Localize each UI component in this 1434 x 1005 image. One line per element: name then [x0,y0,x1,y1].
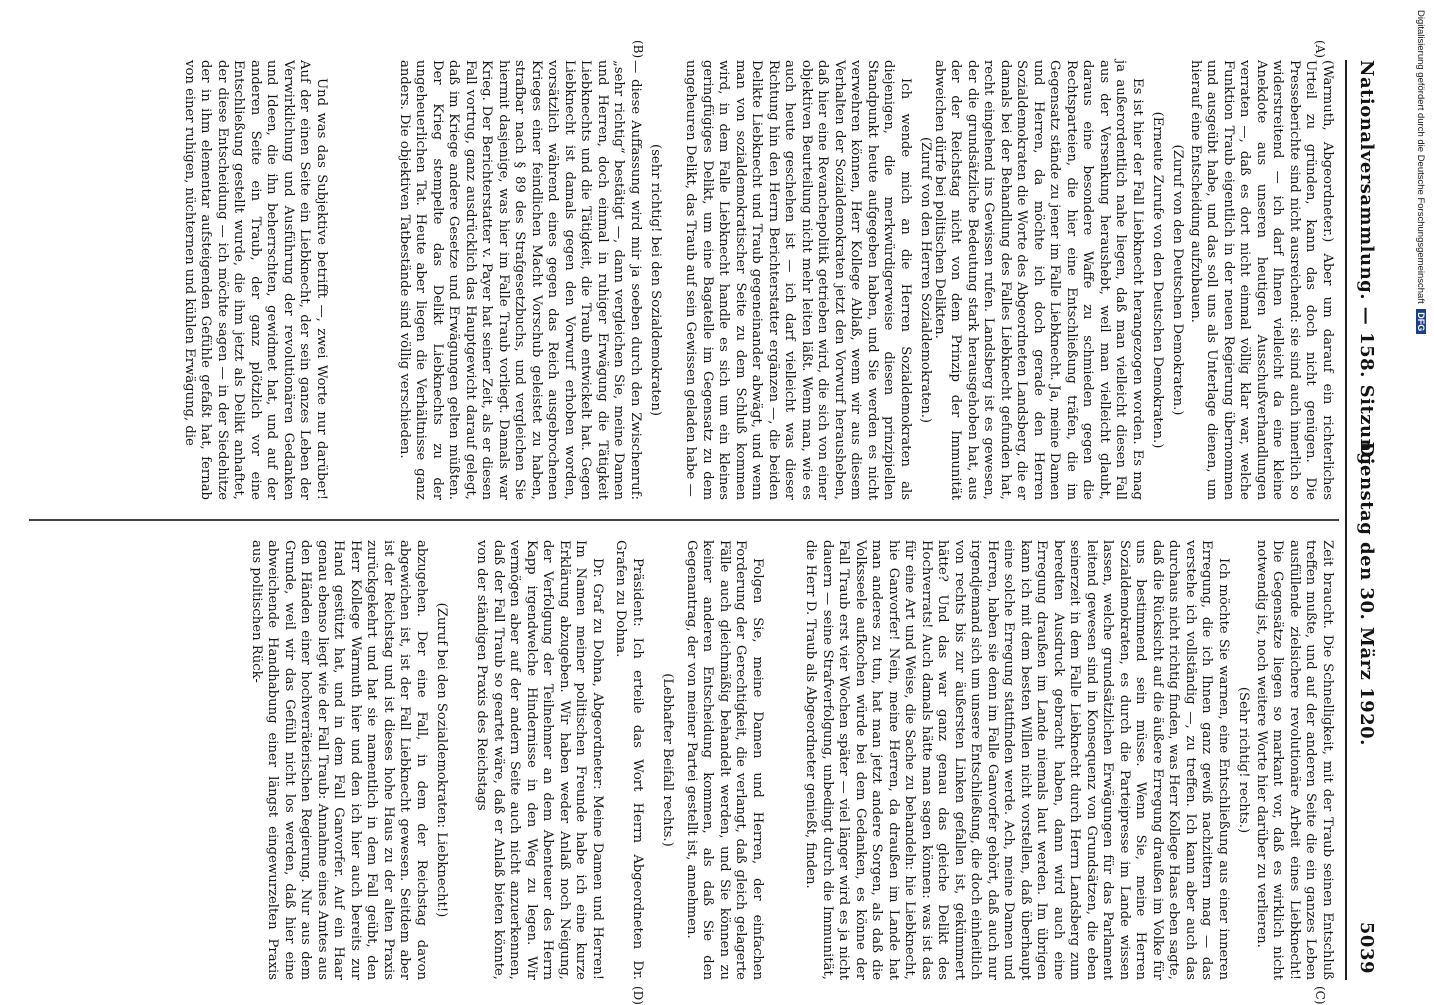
header-date: Dienstag den 30. März 1920. [1356,441,1377,746]
header-date-and-page [1356,442,1377,974]
page-header [1343,60,1383,980]
paragraph: Ich möchte Sie warnen, eine Entschließung aus einer inneren Erregung, die ich Ihnen ganz gewiß nachzittern mag — das verstehe ich vollständig —, zu treffen. Ich kann aber auch das durchaus nicht richtig finden, was Herr Kollege Haas eben sagte, daß die Rücksicht auf die äußere Erregung draußen im Volke für uns bestimmend sein müsse. Wenn Sie, meine Herren Sozialdemokraten, es durch die Parteipresse im Lande wissen lassen, welche grundsätzlichen Erwägungen für das Parlament leitend gewesen sind in Konsequenz von Grundsätzen, die eben seinerzeit in dem Falle Liebknecht durch Herrn Landsberg zum beredten Ausdruck gebracht haben, dann wird auch eine Erregung draußen im Lande niemals laut werden. Im übrigen kann ich mit dem besten Willen nicht vorstellen, daß überhaupt eine solche Erregung stattfinden werde. Ach, meine Damen und Herren, haben sie denn im Falle Ganvorfer gehört, daß auch nur irgendjemand sich um unsere Entschließung, die doch einheitlich von rechts bis zur äußersten Linken gefallen ist, gekümmert hätte? Und das war ganz genau das gleiche Delikt des Hochverrats! Auch damals hätte man sagen können: was ist das für eine Art und Weise, die Sache zu behandeln: hie Liebknecht, hie Ganvorfer! Nein, meine Herren, da draußen im Lande hat man anderes zu tun, hat man jetzt andere Sorgen, als daß die Volksseele aufkochen würde bei dem Gedanken, es könne der Fall Traub erst vier Wochen später — viel länger wird es ja nicht dauern — seine Strafverfolgung, unbedingt durch die Immunität, die Herr D. Traub als Abgeordneter genießt, finden. [803,540,1231,980]
interjection: (Lebhafter Beifall rechts.) [660,673,675,847]
left-column [35,40,1335,500]
document-page [23,40,1383,1005]
paragraph: (Warmuth, Abgeordneter.) Aber um darauf ein richterliches Urteil zu gründen, kann das doch nicht genügen. Die Presseberichte sind nicht ausreichend: sie sind auch innerlich so widerstreitend — ich darf Ihnen vielleicht da eine kleine Anekdote aus unseren heutigen Ausschußverhandlungen verraten —, daß es dort nicht einmal völlig klar war, welche Funktion Traub eigentlich in der neuen Regierung übernommen und ausgeübt habe, und das soll uns als Unterlage dienen, um hierauf eine Entscheidung aufzubauen. [1188,60,1335,500]
interjection: (sehr richtig! bei den Sozialdemokraten) [648,144,663,416]
interjection: (Erneute Zurufe von den Deutschen Demokraten.) [1150,111,1165,449]
margin-marker-c: (C) [1313,986,1327,1005]
paragraph: Es ist hier der Fall Liebknecht herangezogen worden. Es mag ja außerordentlich nahe liegen, daß man vielleicht diesen Fall aus der Versenkung heraushebt, weil man vielleicht glaubt, daraus eine besondere Waffe zu schmieden gegen die Rechtsparteien, die hier eine Entschließung träfen, die im Gegensatz stände zu jener im Falle Liebknecht. Ja, meine Damen und Herren, da möchte ich doch gerade den Herren Sozialdemokraten die Worte des Abgeordneten Landsberg, die er damals bei der Behandlung des Falles Liebknecht gefunden hat, recht eingehend ins Gewissen rufen. Landsberg ist es gewesen, der die grundsätzliche Bedeutung stark herausgehoben hat, aus der der Reichstag nicht von dem Prinzip der Immunität abweichen dürfe bei politischen Delikten. [932,60,1145,500]
interjection: (Zuruf von den Deutschen Demokraten.) [1170,144,1185,416]
digitization-notice-text: Digitalisierung gefördert durch die Deutsche Forschungsgemeinschaft [1415,10,1426,304]
margin-marker-a: (A) [1313,40,1327,59]
digitization-notice [1415,10,1426,334]
paragraph: Präsident: Ich erteile das Wort Herrn Abgeordneten Dr. Grafen zu Dohna. [613,540,645,980]
paragraph: — diese Auffassung wird mir ja soeben durch den Zwischenruf: „sehr richtig“ bestätigt —, dann vergleichen Sie, meine Damen und Herren, doch einmal in ruhiger Erwägung die Tätigkeit Liebknechts und die Tätigkeit, die Traub entwickelt hat. Gegen Liebknecht ist damals gegen den Vorwurf erhoben worden, vorsätzlich während eines gegen das Reich ausgebrochenen Krieges einer feindlichen Macht Vorschub geleistet zu haben, strafbar nach § 89 des Strafgesetzbuchs, und vergleichen Sie hiermit dasjenige, was hier im Falle Traub vorliegt. Damals war Krieg. Der Berichterstatter v. Payer hat seiner Zeit, als er diesen Fall vortrug, ganz ausdrücklich das Hauptgewicht darauf gelegt, daß im Kriege andere Gesetze und Erwägungen gelten müßten. Der Krieg stempelte das Delikt Liebknechts zu der ungeheuerlichen Tat. Heute aber liegen die Verhältnisse ganz anders. Die objektiven Tatbestände sind völlig verschieden. [397,60,643,500]
column-separator [29,519,1339,521]
paragraph: abzugehen. Der eine Fall, in dem der Reichstag davon abgewichen ist, ist der Fall Liebknecht gewesen. Seitdem aber ist der Reichstag und ist dieses hohe Haus zu der alten Praxis zurückgekehrt und hat sie namentlich in dem Fall geübt, den Herr Kollege Warmuth hier und den ich hier auch bereits zur Hand gestützt hat, und in dem Fall Ganvorfer. Auf ein Haar genau ebenso liegt wie der Fall Traub: Annahme eines Amtes aus den Händen einer hochverräterischen Regierung. Nur aus dem Grunde, weil wir das Gefühl nicht los werden, daß hier eine abweichende Handhabung einer längst eingewurzelten Praxis aus politischen Rück- [249,540,429,980]
paragraph: Dr. Graf zu Dohna, Abgeordneter: Meine Damen und Herren! Im Namen meiner politischen Freunde habe ich eine kurze Erklärung abzugeben. Wir haben weder Anlaß noch Neigung, der Verfolgung der Teilnehmer an dem Abenteuer des Herrn Kapp irgendwelche Hindernisse in den Weg zu legen. Wir vermögen aber auf der andern Seite auch nicht anzuerkennen, daß der Fall Traub so geartet wäre, daß er Anlaß bieten könnte, von der ständigen Praxis des Reichstags [474,540,605,980]
right-column [35,540,1335,1005]
interjection: (Zuruf von den Herren Sozialdemokraten.) [918,136,933,424]
paragraph: Zeit braucht. Die Schnelligkeit, mit der Traub seinen Entschluß treffen mußte, und auf der anderen Seite die ein ganzes Leben ausfüllende zielsichere revolutionäre Arbeit eines Liebknecht! Die Gegensätze liegen so markant vor, daß es wirklich nicht notwendig ist, noch weitere Worte hier darüber zu verlieren. [1254,540,1335,980]
paragraph: Folgen Sie, meine Damen und Herren, der einfachen Forderung der Gerechtigkeit, die verlangt, daß gleich gelagerte Fälle auch gleichmäßig behandelt werden, und Sie können zu keiner anderen Entscheidung kommen, als daß Sie den Gegenantrag, der von meiner Partei gestellt ist, annehmen. [684,540,765,980]
dfg-logo: DFG [1416,309,1426,334]
interjection: (Sehr richtig! rechts.) [1236,686,1251,834]
margin-marker-d: (D) [631,986,645,1005]
page-number: 5039 [1356,921,1377,974]
header-title: Nationalversammlung. — 158. Sitzung. [1356,60,1377,473]
paragraph: Und was das Subjektive betrifft —, zwei Worte nur darüber! Auf der einen Seite ein Liebknecht, der sein ganzes Leben der Verwirklichung und Ausführung der revolutionären Gedanken und Ideen, die ihn beherrschten, gewidmet hat, und auf der anderen Seite ein Traub, der ganz plötzlich vor eine Entschließung gestellt wurde, die ihm jetzt als Delikt anhaftet, der diese Entscheidung — ich möchte sagen — in der Siedehitze der in ihm elementar aufsteigenden Gefühle gefaßt hat, fernab von einer ruhigen, nüchternen und kühlen Erwägung, die [182,60,329,500]
interjection: (Zuruf bei den Sozialdemokraten: Liebknecht!) [434,602,449,918]
header-rule [1345,60,1347,980]
margin-marker-b: (B) [631,40,645,59]
paragraph: Ich wende mich an die Herren Sozialdemokraten als diejenigen, die merkwürdigerweise diesen prinzipiellen Standpunkt heute aufgegeben haben, und Sie werden es nicht verwehren können, Herr Kollege Ablaß, wenn wir aus diesem Verhalten der Sozialdemokraten jetzt den Vorwurf herausheben, daß hier eine Revanchepolitik getrieben wird, die sich von einer objektiven Beurteilung nicht mehr leiten läßt. Wenn man, wie es auch heute geschehen ist — ich darf vielleicht was dieser Richtung hin den Herrn Berichterstatter ergänzen —, die beiden Delikte Liebknecht und Traub gegeneinander abwägt, und wenn man von sozialdemokratischer Seite zu dem Schluß kommen wird, in dem Falle Liebknecht handle es sich um ein kleines geringfügiges Delikt, um eine Bagatelle im Gegensatz zu dem ungeheuren Delikt, das Traub auf sein Gewissen geladen habe — [683,60,913,500]
